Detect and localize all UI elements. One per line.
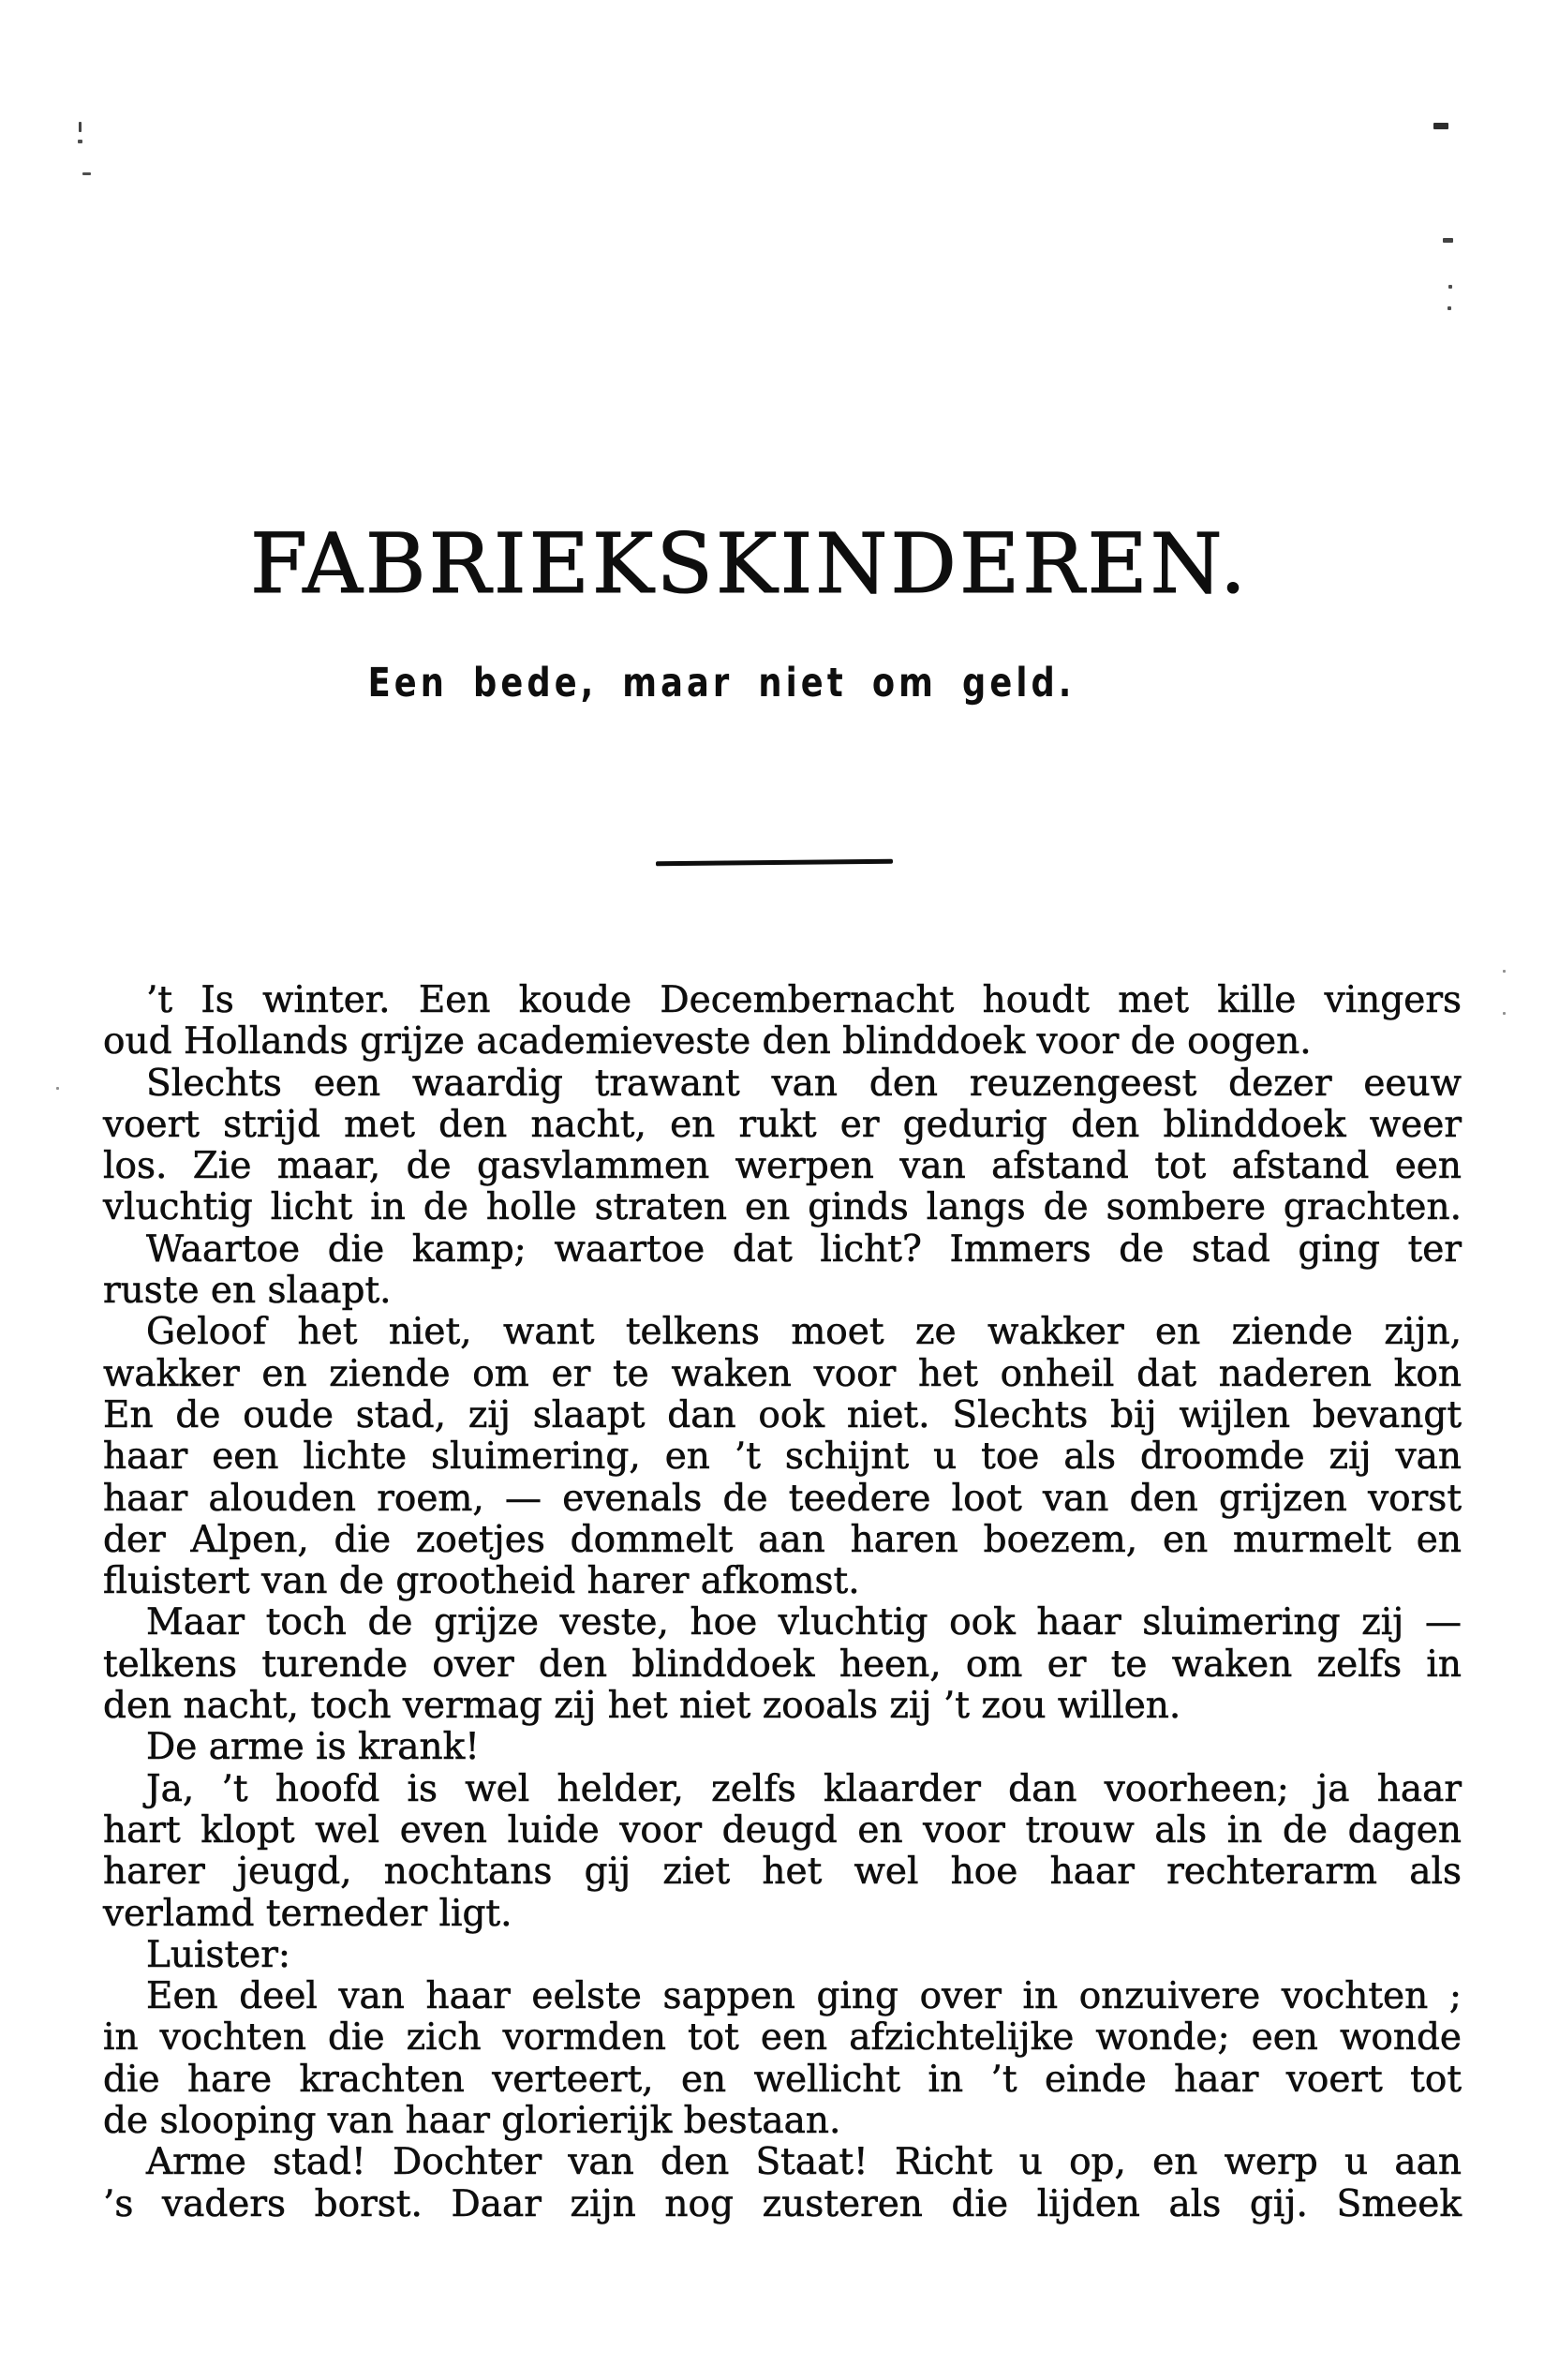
text-line: voert strijd met den nacht, en rukt er gedurig den blinddoek weer — [103, 1103, 1462, 1146]
page-title: FABRIEKSKINDEREN. — [249, 515, 1250, 612]
scan-artifact-mark — [1433, 123, 1448, 129]
text-line: Ja, ’t hoofd is wel helder, zelfs klaarder dan voorheen; ja haar — [146, 1767, 1462, 1810]
text-line: haar alouden roem, — evenals de teedere loot van den grijzen vorst — [103, 1477, 1462, 1520]
text-line: Geloof het niet, want telkens moet ze wakker en ziende zijn, — [146, 1311, 1462, 1354]
section-divider — [656, 859, 893, 867]
text-line: ruste en slaapt. — [103, 1270, 392, 1313]
scan-artifact-mark — [82, 172, 91, 175]
text-line: Waartoe die kamp; waartoe dat licht? Immers de stad ging ter — [146, 1227, 1462, 1271]
text-line: den nacht, toch vermag zij het niet zooals zij ’t zou willen. — [103, 1685, 1181, 1728]
body-text — [103, 980, 1462, 2225]
text-line: de slooping van haar glorierijk bestaan. — [103, 2100, 841, 2143]
scan-artifact-mark — [1503, 1012, 1506, 1015]
text-line: fluistert van de grootheid harer afkomst. — [103, 1560, 860, 1603]
text-line: oud Hollands grijze academieveste den blinddoek voor de oogen. — [103, 1020, 1312, 1064]
text-line: Slechts een waardig trawant van den reuzengeest dezer eeuw — [146, 1062, 1462, 1105]
text-line: in vochten die zich vormden tot een afzichtelijke wonde; een wonde — [103, 2016, 1462, 2060]
scan-artifact-mark — [78, 140, 82, 143]
text-line: harer jeugd, nochtans gij ziet het wel hoe haar rechterarm als — [103, 1851, 1462, 1894]
scan-artifact-mark — [1503, 970, 1506, 973]
scan-artifact-mark — [1448, 306, 1451, 310]
page-subtitle: Een bede, maar niet om geld. — [367, 660, 1076, 707]
text-line: los. Zie maar, de gasvlammen werpen van afstand tot afstand een — [103, 1145, 1462, 1188]
text-line: haar een lichte sluimering, en ’t schijnt u toe als droomde zij van — [103, 1435, 1462, 1479]
text-line: die hare krachten verteert, en wellicht in ’t einde haar voert tot — [103, 2058, 1462, 2101]
text-line: Een deel van haar eelste sappen ging over in onzuivere vochten ; — [146, 1975, 1462, 2018]
text-line: De arme is krank! — [146, 1726, 480, 1769]
scan-artifact-mark — [1443, 238, 1453, 243]
text-line: der Alpen, die zoetjes dommelt aan haren boezem, en murmelt en — [103, 1518, 1462, 1561]
text-line: wakker en ziende om er te waken voor het onheil dat naderen kon — [103, 1352, 1462, 1395]
text-line: Luister: — [146, 1933, 291, 1976]
text-line: Arme stad! Dochter van den Staat! Richt u op, en werp u aan — [146, 2141, 1462, 2184]
scan-artifact-mark — [56, 1087, 59, 1090]
scan-artifact-mark — [1448, 285, 1452, 289]
text-line: En de oude stad, zij slaapt dan ook niet. Slechts bij wijlen bevangt — [103, 1393, 1462, 1436]
text-line: Maar toch de grijze veste, hoe vluchtig ook haar sluimering zij — — [146, 1601, 1462, 1644]
text-line: telkens turende over den blinddoek heen, om er te waken zelfs in — [103, 1643, 1462, 1686]
text-line: verlamd terneder ligt. — [103, 1892, 512, 1935]
text-line: hart klopt wel even luide voor deugd en voor trouw als in de dagen — [103, 1808, 1462, 1852]
scan-artifact-mark — [79, 122, 82, 132]
text-line: ’t Is winter. Een koude Decembernacht houdt met kille vingers — [146, 979, 1462, 1021]
text-line: ’s vaders borst. Daar zijn nog zusteren die lijden als gij. Smeek — [103, 2182, 1462, 2225]
text-line: vluchtig licht in de holle straten en ginds langs de sombere grachten. — [103, 1186, 1462, 1229]
